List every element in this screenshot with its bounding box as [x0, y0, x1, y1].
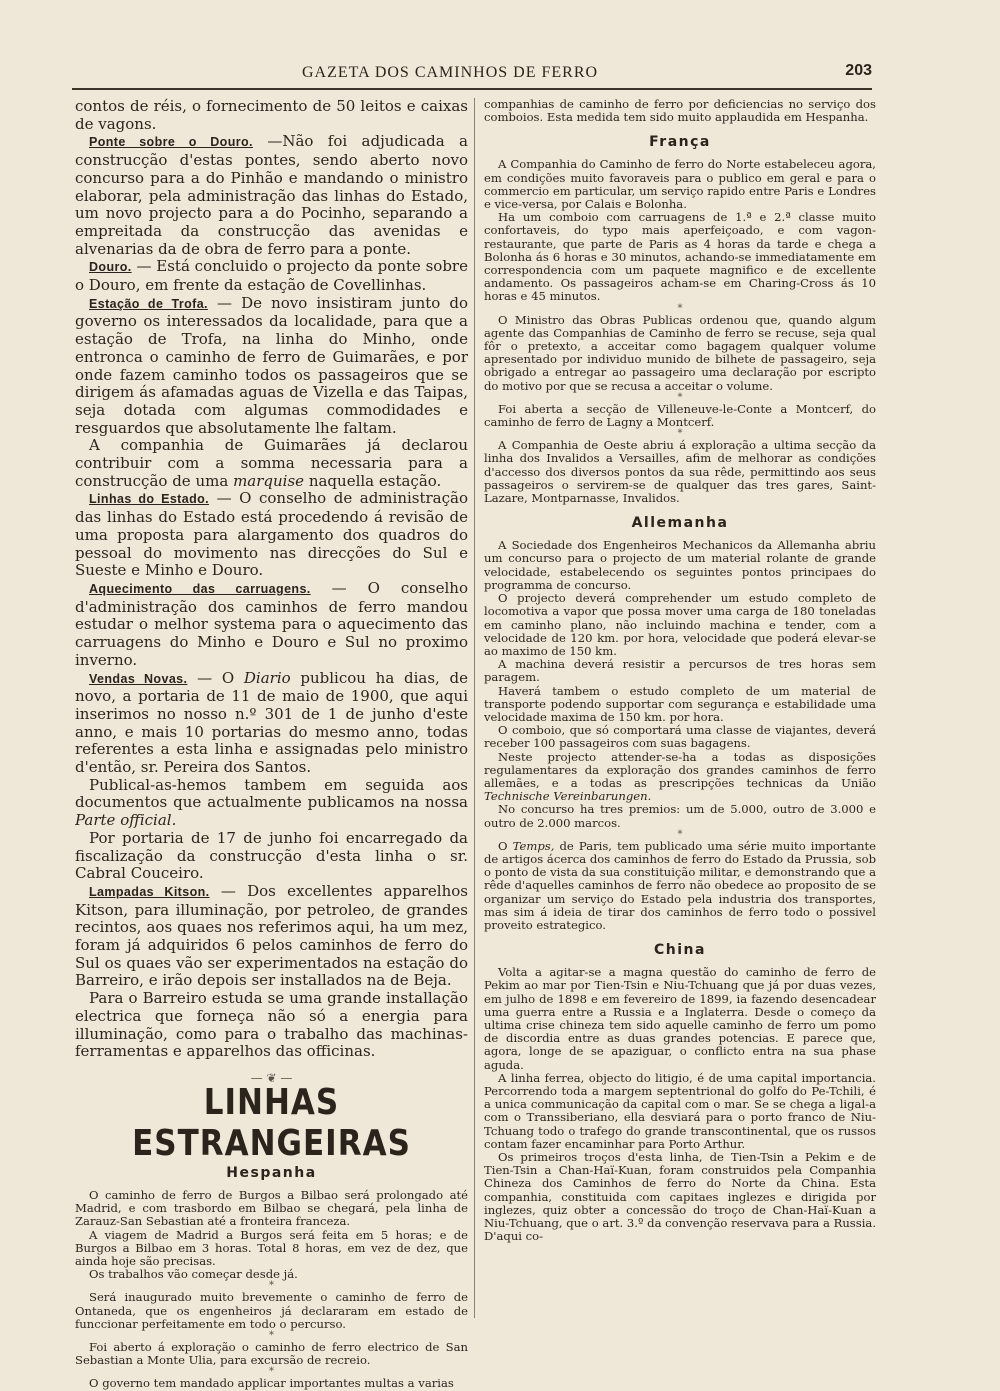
paragraph: O comboio, que só comportará uma classe de viajantes, deverá receber 100 passageiros com suas bagagens. [484, 723, 876, 751]
paragraph: Foi aberta a secção de Villeneuve-le-Conte a Montcerf, do caminho de ferro de Lagny a Montcerf. [484, 401, 876, 430]
paragraph: Por portaria de 17 de junho foi encarregado da fiscalização da construcção d'esta linha o sr. Cabral Couceiro. [75, 828, 468, 883]
text-span: Publical-as-hemos tambem em seguida aos documentos que actualmente publicamos na nossa [75, 775, 468, 812]
item-heading: Estação de Trofa. [89, 296, 208, 311]
news-item [75, 258, 468, 294]
paragraph: A linha ferrea, objecto do litigio, é de uma capital importancia. Percorrendo toda a margem septentrional do golfo do Pe-Tchili, é a unica communicação da capital com o mar. Se se chega a ligal-a com o Transsiberiano, ella desviará para o porto franco de Niu-Tchuang todo o trafego do grande transcontinental, que os russos contam fazer encaminhar para Porto Arthur. [484, 1070, 876, 1151]
item-heading: Ponte sobre o Douro. [89, 135, 253, 150]
italic-term: Parte official. [75, 811, 177, 830]
italic-term: Technische Vereinbarungen. [484, 789, 652, 804]
text-span: naquella estação. [308, 471, 442, 490]
page-header [72, 58, 872, 90]
item-text: — O conselho d'administração dos caminhos de ferro mandou estudar o melhor systema para o aquecimento das carruagens do Minho e Douro e Sul no proximo inverno. [75, 578, 468, 669]
item-heading: Douro. [89, 260, 132, 275]
news-item [75, 490, 468, 580]
paragraph: Os primeiros troços d'esta linha, de Tien-Tsin a Pekim e de Tien-Tsin a Chan-Haï-Kuan, foram construidos pela Companhia Chineza dos Caminhos de ferro do Norte da China. Esta companhia, constituida com capitaes inglezes e dirigida por inglezes, quiz obter a concessão do troço de Chan-Haï-Kuan a Niu-Tchuang, que o art. 3.º da convenção reservava para a Russia. D'aqui co- [484, 1150, 876, 1244]
paragraph: Foi aberto á exploração o caminho de ferro electrico de San Sebastian a Monte Ulia, para excursão de recreio. [75, 1340, 468, 1368]
news-item [75, 133, 468, 258]
left-column [75, 98, 468, 1391]
paragraph: A machina deverá resistir a percursos de tres horas sem paragem. [484, 657, 876, 685]
paragraph: O projecto deverá comprehender um estudo completo de locomotiva a vapor que possa mover uma carga de 180 toneladas em caminho plano, não incluindo machina e tender, com a velocidade de 120 km. por hora, velocidade que poderá elevar-se ao maximo de 150 km. [484, 591, 876, 658]
foreign-lines-section [75, 1081, 468, 1391]
column-divider [474, 98, 475, 1318]
item-heading: Lampadas Kitson. [89, 884, 210, 899]
paragraph: companhias de caminho de ferro por deficiencias no serviço dos comboios. Esta medida tem sido muito applaudida em Hespanha. [484, 98, 876, 125]
paragraph [484, 840, 876, 932]
paragraph: O caminho de ferro de Burgos a Bilbao será prolongado até Madrid, e com trasbordo em Bilbao se chegará, pela linha de Zarauz-San Sebastian até a fronteira franceza. [75, 1187, 468, 1229]
text-span: Neste projecto attender-se-ha a todas as disposições regulamentares da exploração dos grandes caminhos de ferro allemães, e a todas as prescripções technicas da União [484, 749, 876, 790]
item-heading: Linhas do Estado. [89, 492, 210, 507]
subsection-title: Hespanha [226, 1164, 317, 1181]
paragraph [484, 751, 876, 804]
separator-star: * [269, 1330, 274, 1341]
paragraph: Ha um comboio com carruagens de 1.ª e 2.ª classe muito confortaveis, do typo mais aperfeiçoado, e com vagon-restaurante, que parte de Paris as 4 horas da tarde e chega a Bolonha ás 6 horas e 30 minutos, achando-se immediatamente em correspondencia com um paquete magnifico e de excellente andamento. Os passageiros acham-se em Charing-Cross ás 10 horas e 45 minutos. [484, 210, 876, 304]
section-title: LINHAS ESTRANGEIRAS [132, 1081, 411, 1165]
paragraph: Será inaugurado muito brevemente o caminho de ferro de Ontaneda, que os engenheiros já declararam em estado de funccionar perfeitamente em todo o percurso. [75, 1290, 468, 1331]
news-item [75, 295, 468, 438]
news-item [75, 670, 468, 777]
item-text: — Está concluido o projecto da ponte sobre o Douro, em frente da estação de Covellinhas. [75, 257, 468, 295]
text-span: A companhia de Guimarães já declarou contribuir com a somma necessaria para a construcção de uma [75, 436, 468, 490]
item-heading: Aquecimento das carruagens. [89, 581, 311, 596]
separator-star: * [677, 428, 683, 440]
paragraph: Os trabalhos vão começar desde já. [89, 1267, 298, 1282]
paragraph [75, 437, 468, 490]
paragraph: Haverá tambem o estudo completo de um material de transporte podendo supportar com segurança e estabilidade uma velocidade maxima de 150 km. por hora. [484, 683, 876, 724]
news-item [75, 580, 468, 670]
separator-star: * [269, 1366, 274, 1378]
text-span: O [498, 838, 508, 853]
item-text: — O conselho de administração das linhas do Estado está procedendo á revisão de uma proposta para alargamento dos quadros do pessoal do movimento nas direcções do Sul e Sueste e Minho e Douro. [75, 489, 468, 580]
subsection-title: França [649, 134, 711, 151]
text-span: — O [197, 668, 235, 687]
separator-star: * [269, 1280, 274, 1292]
paragraph: A Companhia do Caminho de ferro do Norte estabeleceu agora, em condições muito favoraveis para o publico em geral e para o commercio em particular, um serviço rapido entre Paris e Londres e vice-versa, por Calais e Bolonha. [484, 157, 876, 212]
right-column [484, 98, 876, 1243]
paragraph: Para o Barreiro estuda se uma grande installação electrica que forneça não só a energia para illuminação, como para o trabalho das machinas-ferramentas e apparelhos das officinas. [75, 989, 468, 1061]
paragraph [75, 777, 468, 830]
item-text: — De novo insistiram junto do governo os interessados da localidade, para que a estação de Trofa, na linha do Minho, onde entronca o caminho de ferro de Guimarães, e por onde fazem caminho todos os passageiros que se dirigem ás afamadas aguas de Vizella e das Taipas, seja dotada com algumas commodidades e resguardos que absolutamente lhe faltam. [75, 293, 468, 437]
text-span: de Paris, tem publicado uma série muito importante de artigos ácerca dos caminhos de ferro do Estado da Prussia, sob o ponto de vista da sua constituição militar, e demonstrando que a rêde d'aquelles caminhos de ferro não obedece ao proposito de se organizar um serviço do Estado pela industria dos transportes, mas sim á ideia de tirar dos caminhos de ferro todo o possivel proveito estrategico. [484, 838, 876, 932]
news-item [75, 883, 468, 990]
text-span: publicou ha dias, de novo, a portaria de 11 de maio de 1900, que aqui inserimos no nosso n.º 301 de 1 de junho d'este anno, e mais 10 portarias do mesmo anno, todas referentes a esta linha e assignadas pelo ministro d'então, sr. Pereira dos Santos. [75, 668, 468, 777]
paragraph: contos de réis, o fornecimento de 50 leitos e caixas de vagons. [75, 98, 468, 133]
item-heading: Vendas Novas. [89, 671, 188, 686]
paragraph: A Companhia de Oeste abriu á exploração a ultima secção da linha dos Invalidos a Versailles, afim de melhorar as condições d'accesso dos diversos pontos da sua rêde, permittindo aos seus passageiros o servirem-se de qualquer das tres gares, Saint-Lazare, Montparnasse, Invalidos. [484, 438, 876, 506]
journal-title: GAZETA DOS CAMINHOS DE FERRO [302, 64, 599, 81]
item-text: —Não foi adjudicada a construcção d'estas pontes, sendo aberto novo concurso para a do Pinhão e mandando o ministro elaborar, pela administração das linhas do Estado, um novo projecto para a do Pocinho, separando a empreitada da construcção das avenidas e alvenarias da de obra de ferro para a ponte. [75, 132, 468, 258]
subsection-title: Allemanha [631, 515, 729, 532]
paragraph: O governo tem mandado applicar importantes multas a varias [89, 1376, 454, 1391]
italic-term: marquise [233, 471, 305, 490]
separator-star: * [677, 828, 683, 840]
subsection-title: China [654, 942, 706, 959]
paragraph: Volta a agitar-se a magna questão do caminho de ferro de Pekim ao mar por Tien-Tsin e Niu-Tchuang que já por duas vezes, em julho de 1898 e em fevereiro de 1899, ia fazendo desencadear uma guerra entre a Russia e a Inglaterra. Desde o começo da ultima crise chineza tem sido aquelle caminho de ferro um pomo de discordia entre as duas grandes potencias. E parece que, agora, longe de se apaziguar, o conflicto entra na sua phase aguda. [484, 965, 876, 1072]
paragraph: No concurso ha tres premios: um de 5.000, outro de 3.000 e outro de 2.000 marcos. [484, 802, 876, 830]
paragraph: A Sociedade dos Engenheiros Mechanicos da Allemanha abriu um concurso para o projecto de um material rolante de grande velocidade, estabelecendo os seguintes pontos principaes do programma de concurso. [484, 538, 876, 592]
italic-term: Diario [243, 668, 291, 687]
separator-star: * [677, 391, 683, 403]
ornament-rule: — ❦ — [250, 1070, 293, 1085]
paragraph: A viagem de Madrid a Burgos será feita em 5 horas; e de Burgos a Bilbao em 3 horas. Total 8 horas, em vez de dez, que ainda hoje são precisas. [75, 1227, 468, 1268]
italic-term: Temps, [512, 838, 555, 853]
separator-star: * [677, 302, 683, 314]
item-text: — Dos excellentes apparelhos Kitson, para illuminação, por petroleo, de grandes recintos, aos quaes nos referimos aqui, ha um mez, foram já adquiridos 6 pelos caminhos de ferro do Sul os quaes vão ser experimentados na estação do Barreiro, e irão depois ser installados na de Beja. [75, 881, 468, 990]
page-number: 203 [845, 62, 872, 79]
paragraph: O Ministro das Obras Publicas ordenou que, quando algum agente das Companhias de Caminho de ferro se recuse, seja qual fôr o pretexto, a acceitar como bagagem qualquer volume apresentado por individuo munido de bilhete de passageiro, seja obrigado a entregar ao passageiro uma declaração por escripto do motivo por que se recusa a acceitar o volume. [484, 312, 876, 393]
